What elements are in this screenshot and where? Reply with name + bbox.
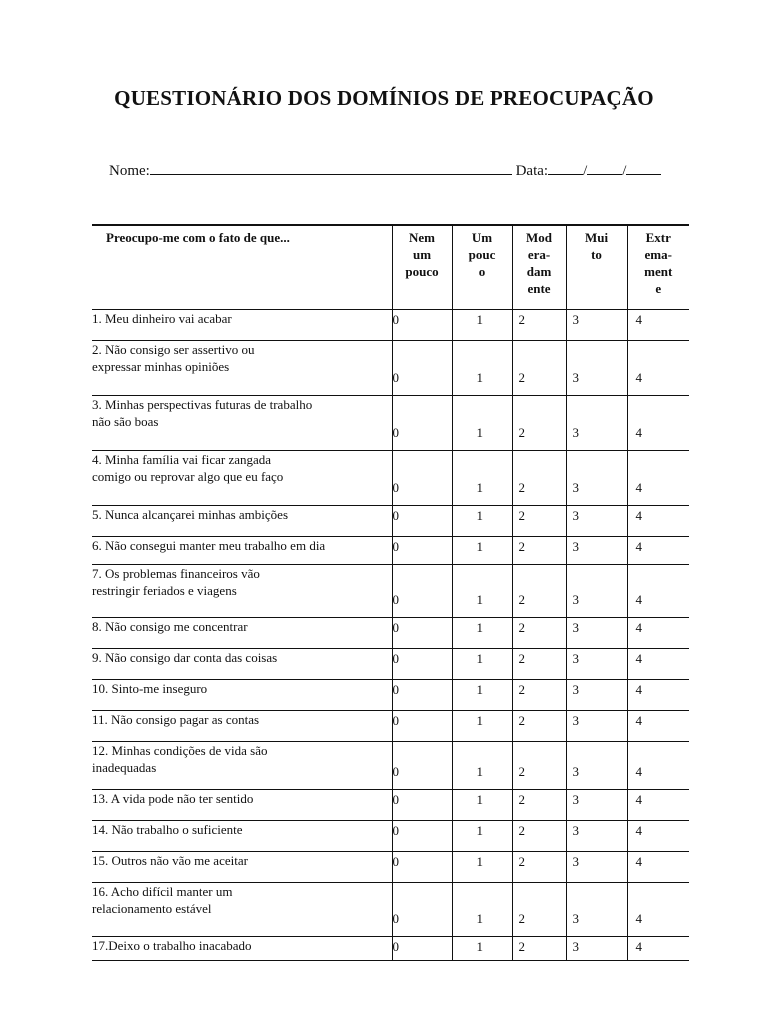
option-column-header — [452, 225, 512, 309]
scale-value: 2 — [518, 763, 525, 779]
option-column-header — [512, 225, 566, 309]
scale-value-cell[interactable] — [566, 505, 627, 536]
scale-value: 2 — [518, 938, 525, 954]
scale-value: 1 — [476, 763, 483, 779]
scale-value: 2 — [518, 507, 525, 523]
scale-value-cell[interactable] — [452, 648, 512, 679]
scale-value-cell[interactable] — [566, 450, 627, 505]
scale-value: 3 — [572, 910, 579, 926]
table-row — [92, 450, 689, 505]
scale-value-cell[interactable] — [627, 450, 689, 505]
table-row — [92, 536, 689, 564]
scale-value: 2 — [518, 712, 525, 728]
scale-value-cell[interactable] — [512, 309, 566, 340]
scale-value-cell[interactable] — [452, 450, 512, 505]
scale-value: 2 — [518, 369, 525, 385]
scale-value-cell[interactable] — [512, 450, 566, 505]
item-text-cell — [92, 820, 392, 851]
scale-value-cell[interactable] — [452, 882, 512, 936]
scale-value-cell[interactable] — [566, 617, 627, 648]
scale-value: 1 — [476, 538, 483, 554]
table-row — [92, 679, 689, 710]
scale-value-cell[interactable] — [566, 536, 627, 564]
scale-value-cell[interactable] — [512, 820, 566, 851]
scale-value-cell[interactable] — [512, 679, 566, 710]
option-header-line: ema- — [644, 247, 672, 262]
item-text-line: relacionamento estável — [92, 900, 212, 916]
scale-value-cell[interactable] — [452, 820, 512, 851]
scale-value-cell[interactable] — [512, 648, 566, 679]
scale-value-cell[interactable] — [452, 617, 512, 648]
scale-value: 0 — [392, 311, 399, 327]
scale-value-cell[interactable] — [392, 710, 452, 741]
table-row — [92, 741, 689, 789]
option-header-line: Nem — [409, 230, 435, 245]
scale-value: 2 — [518, 311, 525, 327]
scale-value: 3 — [572, 712, 579, 728]
option-header-line: e — [655, 281, 662, 296]
table-row — [92, 617, 689, 648]
item-text-cell — [92, 309, 392, 340]
scale-value: 2 — [518, 853, 525, 869]
table-row — [92, 936, 689, 960]
scale-value-cell[interactable] — [627, 505, 689, 536]
scale-value: 1 — [476, 479, 483, 495]
scale-value-cell[interactable] — [627, 820, 689, 851]
scale-value: 3 — [572, 591, 579, 607]
scale-value-cell[interactable] — [512, 789, 566, 820]
scale-value: 2 — [518, 619, 525, 635]
scale-value: 0 — [392, 910, 399, 926]
scale-value-cell[interactable] — [452, 679, 512, 710]
option-header-line: to — [591, 247, 602, 262]
scale-value-cell[interactable] — [512, 564, 566, 617]
scale-value-cell[interactable] — [512, 851, 566, 882]
item-text-line: expressar minhas opiniões — [92, 358, 230, 374]
table-row — [92, 882, 689, 936]
scale-value-cell[interactable] — [452, 564, 512, 617]
scale-value-cell[interactable] — [566, 564, 627, 617]
option-column-header — [627, 225, 689, 309]
scale-value: 4 — [635, 650, 642, 666]
scale-value: 0 — [392, 763, 399, 779]
scale-value-cell[interactable] — [627, 617, 689, 648]
scale-value: 0 — [392, 712, 399, 728]
scale-value-cell[interactable] — [392, 505, 452, 536]
scale-value: 1 — [476, 591, 483, 607]
scale-value-cell[interactable] — [452, 710, 512, 741]
option-header-line: Mod — [526, 230, 552, 245]
scale-value: 2 — [518, 424, 525, 440]
scale-value-cell[interactable] — [512, 505, 566, 536]
scale-value-cell[interactable] — [627, 936, 689, 960]
item-text-cell — [92, 679, 392, 710]
scale-value: 1 — [476, 712, 483, 728]
option-header-line: era- — [527, 247, 551, 262]
scale-value: 1 — [476, 910, 483, 926]
scale-value: 3 — [572, 938, 579, 954]
table-row — [92, 309, 689, 340]
scale-value: 0 — [392, 369, 399, 385]
scale-value: 4 — [635, 591, 642, 607]
questionnaire-title: QUESTIONÁRIO DOS DOMÍNIOS DE PREOCUPAÇÃO — [114, 86, 654, 110]
scale-value-cell[interactable] — [627, 340, 689, 395]
scale-value: 0 — [392, 591, 399, 607]
date-label: Data: — [515, 163, 549, 179]
item-text-line: 5. Nunca alcançarei minhas ambições — [92, 506, 288, 522]
scale-value: 3 — [572, 424, 579, 440]
item-text-cell — [92, 710, 392, 741]
option-header-line: Mui — [584, 230, 609, 245]
scale-value-cell[interactable] — [566, 395, 627, 450]
scale-value-cell[interactable] — [392, 648, 452, 679]
scale-value-cell[interactable] — [512, 617, 566, 648]
scale-value: 3 — [572, 650, 579, 666]
scale-value-cell[interactable] — [392, 820, 452, 851]
scale-value: 2 — [518, 479, 525, 495]
scale-value: 4 — [635, 619, 642, 635]
item-text-line: não são boas — [92, 413, 159, 429]
scale-value-cell[interactable] — [392, 564, 452, 617]
table-header-row — [92, 225, 689, 309]
scale-value-cell[interactable] — [392, 851, 452, 882]
scale-value: 1 — [476, 853, 483, 869]
item-text-line: inadequadas — [92, 759, 157, 775]
scale-value: 0 — [392, 650, 399, 666]
scale-value-cell[interactable] — [392, 340, 452, 395]
scale-value-cell[interactable] — [392, 882, 452, 936]
scale-value: 0 — [392, 822, 399, 838]
scale-value: 3 — [572, 479, 579, 495]
option-header-line: dam — [526, 264, 552, 279]
scale-value: 0 — [392, 424, 399, 440]
option-header-line: ment — [644, 264, 673, 279]
questionnaire-table — [92, 224, 689, 961]
scale-value: 0 — [392, 938, 399, 954]
scale-value-cell[interactable] — [392, 617, 452, 648]
item-text-cell — [92, 789, 392, 820]
item-text-line: 6. Não consegui manter meu trabalho em dia — [92, 537, 326, 553]
scale-value: 3 — [572, 681, 579, 697]
scale-value: 3 — [572, 853, 579, 869]
scale-value-cell[interactable] — [452, 851, 512, 882]
scale-value-cell[interactable] — [627, 741, 689, 789]
scale-value: 0 — [392, 507, 399, 523]
table-row — [92, 395, 689, 450]
option-header-line: pouc — [468, 247, 496, 262]
scale-value-cell[interactable] — [392, 309, 452, 340]
scale-value-cell[interactable] — [627, 648, 689, 679]
scale-value: 1 — [476, 619, 483, 635]
scale-value: 1 — [476, 650, 483, 666]
scale-value: 4 — [635, 822, 642, 838]
scale-value-cell[interactable] — [452, 936, 512, 960]
scale-value-cell[interactable] — [512, 741, 566, 789]
scale-value-cell[interactable] — [512, 340, 566, 395]
scale-value: 0 — [392, 538, 399, 554]
scale-value: 2 — [518, 650, 525, 666]
date-month-field[interactable] — [587, 160, 622, 175]
scale-value-cell[interactable] — [566, 340, 627, 395]
scale-value-cell[interactable] — [392, 450, 452, 505]
item-text-line: 17.Deixo o trabalho inacabado — [92, 937, 252, 953]
table-row — [92, 505, 689, 536]
scale-value: 1 — [476, 311, 483, 327]
scale-value-cell[interactable] — [512, 395, 566, 450]
item-text-line: 7. Os problemas financeiros vão — [92, 565, 260, 581]
item-text-line: 1. Meu dinheiro vai acabar — [92, 310, 232, 326]
date-day-field[interactable] — [548, 160, 583, 175]
scale-value-cell[interactable] — [392, 536, 452, 564]
scale-value-cell[interactable] — [452, 505, 512, 536]
scale-value-cell[interactable] — [627, 710, 689, 741]
scale-value-cell[interactable] — [392, 789, 452, 820]
scale-value-cell[interactable] — [627, 679, 689, 710]
table-row — [92, 789, 689, 820]
item-text-line: 10. Sinto-me inseguro — [92, 680, 208, 696]
scale-value: 4 — [635, 479, 642, 495]
scale-value-cell[interactable] — [566, 820, 627, 851]
date-separator: / — [583, 163, 588, 179]
scale-value: 3 — [572, 791, 579, 807]
scale-value: 1 — [476, 424, 483, 440]
scale-value: 1 — [476, 938, 483, 954]
scale-value-cell[interactable] — [566, 882, 627, 936]
scale-value: 3 — [572, 311, 579, 327]
scale-value: 0 — [392, 681, 399, 697]
table-row — [92, 710, 689, 741]
scale-value: 4 — [635, 424, 642, 440]
option-column-header — [566, 225, 627, 309]
scale-value: 3 — [572, 538, 579, 554]
scale-value-cell[interactable] — [566, 648, 627, 679]
scale-value-cell[interactable] — [392, 741, 452, 789]
scale-value-cell[interactable] — [392, 395, 452, 450]
item-text-cell — [92, 648, 392, 679]
scale-value-cell[interactable] — [566, 679, 627, 710]
scale-value: 2 — [518, 538, 525, 554]
item-text-cell — [92, 536, 392, 564]
option-header-line: Extr — [645, 230, 671, 245]
scale-value: 2 — [518, 681, 525, 697]
scale-value-cell[interactable] — [566, 741, 627, 789]
scale-value: 2 — [518, 822, 525, 838]
scale-value: 1 — [476, 681, 483, 697]
scale-value-cell[interactable] — [452, 395, 512, 450]
item-text-cell — [92, 340, 392, 395]
item-text-line: 12. Minhas condições de vida são — [92, 742, 268, 758]
item-text-line: comigo ou reprovar algo que eu faço — [92, 468, 284, 484]
scale-value: 2 — [518, 591, 525, 607]
scale-value-cell[interactable] — [566, 936, 627, 960]
item-text-line: restringir feriados e viagens — [92, 582, 237, 598]
item-text-cell — [92, 395, 392, 450]
scale-value-cell[interactable] — [627, 882, 689, 936]
name-date-line — [109, 160, 661, 180]
scale-value-cell[interactable] — [627, 564, 689, 617]
item-text-cell — [92, 851, 392, 882]
scale-value: 2 — [518, 910, 525, 926]
item-text-line: 9. Não consigo dar conta das coisas — [92, 649, 278, 665]
scale-value: 1 — [476, 822, 483, 838]
scale-value: 4 — [635, 910, 642, 926]
item-column-header: Preocupo-me com o fato de que... — [92, 225, 392, 309]
scale-value: 1 — [476, 507, 483, 523]
item-text-cell — [92, 882, 392, 936]
scale-value-cell[interactable] — [452, 340, 512, 395]
table-row — [92, 564, 689, 617]
name-field[interactable] — [150, 160, 512, 175]
scale-value: 0 — [392, 479, 399, 495]
scale-value-cell[interactable] — [566, 851, 627, 882]
scale-value-cell[interactable] — [452, 309, 512, 340]
date-year-field[interactable] — [626, 160, 661, 175]
scale-value-cell[interactable] — [566, 309, 627, 340]
scale-value: 4 — [635, 763, 642, 779]
item-text-line: 13. A vida pode não ter sentido — [92, 790, 254, 806]
table-row — [92, 820, 689, 851]
scale-value: 4 — [635, 507, 642, 523]
item-text-line: 16. Acho difícil manter um — [92, 883, 233, 899]
scale-value: 0 — [392, 853, 399, 869]
scale-value: 3 — [572, 822, 579, 838]
scale-value-cell[interactable] — [627, 789, 689, 820]
scale-value-cell[interactable] — [627, 309, 689, 340]
scale-value: 4 — [635, 712, 642, 728]
scale-value: 3 — [572, 619, 579, 635]
item-text-line: 2. Não consigo ser assertivo ou — [92, 341, 255, 357]
option-column-header — [392, 225, 452, 309]
date-separator: / — [622, 163, 627, 179]
scale-value: 1 — [476, 369, 483, 385]
scale-value-cell[interactable] — [566, 789, 627, 820]
scale-value: 4 — [635, 791, 642, 807]
item-text-cell — [92, 505, 392, 536]
scale-value: 4 — [635, 681, 642, 697]
scale-value: 3 — [572, 507, 579, 523]
scale-value-cell[interactable] — [627, 395, 689, 450]
scale-value: 4 — [635, 853, 642, 869]
item-text-cell — [92, 617, 392, 648]
item-text-cell — [92, 450, 392, 505]
option-header-line: pouco — [405, 264, 439, 279]
scale-value-cell[interactable] — [452, 536, 512, 564]
item-text-line: 4. Minha família vai ficar zangada — [92, 451, 272, 467]
scale-value: 3 — [572, 369, 579, 385]
scale-value: 0 — [392, 791, 399, 807]
scale-value: 4 — [635, 538, 642, 554]
scale-value: 4 — [635, 369, 642, 385]
option-header-line: o — [478, 264, 486, 279]
item-text-cell — [92, 564, 392, 617]
option-header-line: Um — [471, 230, 493, 245]
item-text-cell — [92, 936, 392, 960]
scale-value-cell[interactable] — [512, 536, 566, 564]
scale-value: 3 — [572, 763, 579, 779]
item-text-line: 14. Não trabalho o suficiente — [92, 821, 243, 837]
scale-value-cell[interactable] — [452, 789, 512, 820]
option-header-line: um — [412, 247, 432, 262]
scale-value-cell[interactable] — [392, 936, 452, 960]
table-row — [92, 340, 689, 395]
table-row — [92, 648, 689, 679]
table-row — [92, 851, 689, 882]
option-header-line: ente — [527, 281, 551, 296]
scale-value: 1 — [476, 791, 483, 807]
scale-value-cell[interactable] — [627, 536, 689, 564]
scale-value: 2 — [518, 791, 525, 807]
scale-value: 4 — [635, 938, 642, 954]
item-text-line: 8. Não consigo me concentrar — [92, 618, 248, 634]
item-text-line: 11. Não consigo pagar as contas — [92, 711, 260, 727]
scale-value: 4 — [635, 311, 642, 327]
scale-value: 0 — [392, 619, 399, 635]
item-text-cell — [92, 741, 392, 789]
scale-value-cell[interactable] — [512, 882, 566, 936]
item-text-line: 15. Outros não vão me aceitar — [92, 852, 248, 868]
scale-value-cell[interactable] — [512, 936, 566, 960]
item-text-line: 3. Minhas perspectivas futuras de trabalho — [92, 396, 313, 412]
scale-value-cell[interactable] — [392, 679, 452, 710]
scale-value-cell[interactable] — [452, 741, 512, 789]
name-label: Nome: — [109, 163, 150, 179]
scale-value-cell[interactable] — [627, 851, 689, 882]
scale-value-cell[interactable] — [566, 710, 627, 741]
scale-value-cell[interactable] — [512, 710, 566, 741]
